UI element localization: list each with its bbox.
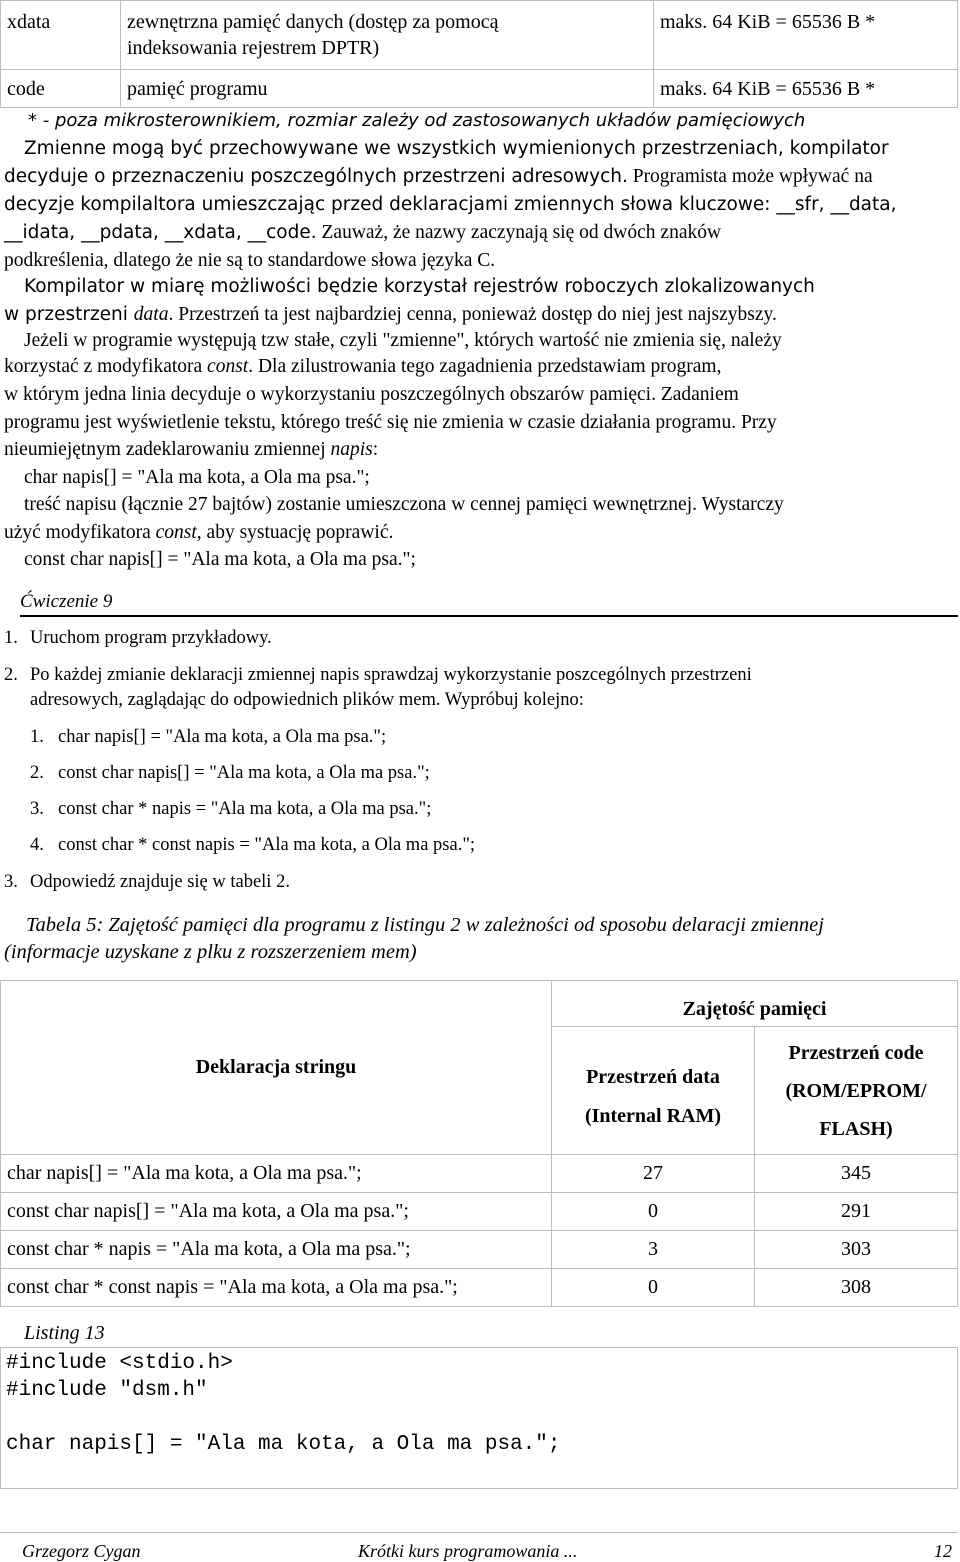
header-data-line: (Internal RAM): [584, 1104, 722, 1127]
table-header-row: [1, 981, 958, 1027]
emphasis: data: [133, 304, 169, 325]
substep: const char * const napis = "Ala ma kota, a Ola ma psa.";: [58, 835, 476, 855]
text-run: __idata, __pdata, __xdata, __code.: [4, 222, 317, 243]
substep-number: 3.: [30, 799, 44, 819]
code-line: char napis[] = "Ala ma kota, a Ola ma psa.";: [6, 1433, 561, 1456]
header-memory-usage: Zajętość pamięci: [682, 998, 827, 1020]
paragraph-line: [4, 222, 721, 244]
text-run: :: [372, 439, 379, 460]
declaration-cell: const char napis[] = "Ala ma kota, a Ola ma psa.";: [1, 1193, 552, 1231]
paragraph-line: Zmienne mogą być przechowywane we wszystkich wymienionych przestrzeniach, kompilator: [24, 138, 889, 159]
text-run: użyć modyfikatora: [4, 522, 156, 543]
column-header: [552, 1027, 755, 1155]
column-header: [1, 981, 552, 1155]
table-cell: [121, 1, 654, 70]
paragraph-line: w którym jedna linia decyduje o wykorzystaniu poszczególnych obszarów pamięci. Zadaniem: [4, 384, 739, 405]
code-example: const char napis[] = "Ala ma kota, a Ola ma psa.";: [24, 549, 416, 570]
table-cell: [654, 70, 958, 108]
header-code-line: FLASH): [819, 1117, 893, 1140]
memory-size: maks. 64 KiB = 65536 B *: [660, 78, 876, 100]
table-row: [1, 70, 958, 108]
memory-name: xdata: [7, 11, 51, 33]
footnote: * - poza mikrosterownikiem, rozmiar zależy od zastosowanych układów pamięciowych: [28, 110, 806, 131]
exercise-heading: [20, 591, 958, 617]
table-row: [1, 1, 958, 70]
table-cell: [1, 70, 121, 108]
code-line: #include "dsm.h": [6, 1379, 208, 1402]
declaration-cell: const char * napis = "Ala ma kota, a Ola ma psa.";: [1, 1231, 552, 1269]
memory-desc: indeksowania rejestrem DPTR): [127, 37, 380, 59]
exercise-step-number: 1.: [4, 628, 18, 648]
page-footer: [0, 1532, 958, 1561]
code-line: #include <stdio.h>: [6, 1352, 233, 1375]
footer-book-title: Krótki kurs programowania ...: [358, 1541, 578, 1561]
table-row: [1, 1231, 958, 1269]
code-cell: 303: [755, 1231, 958, 1269]
emphasis: const: [207, 356, 249, 377]
paragraph-line: Jeżeli w programie występują tzw stałe, czyli "zmienne", których wartość nie zmienia się, należy: [24, 330, 782, 351]
memory-desc: pamięć programu: [127, 78, 268, 100]
data-cell: 0: [552, 1269, 755, 1307]
substep-number: 4.: [30, 835, 44, 855]
substep: const char * napis = "Ala ma kota, a Ola ma psa.";: [58, 799, 432, 819]
exercise-step: adresowych, zaglądając do odpowiednich plików mem. Wypróbuj kolejno:: [30, 690, 584, 710]
table-caption: (informacje uzyskane z plku z rozszerzeniem mem): [4, 941, 417, 963]
exercise-step: Uruchom program przykładowy.: [30, 628, 272, 648]
table-cell: [121, 70, 654, 108]
code-cell: 291: [755, 1193, 958, 1231]
text-run: , aby systuację poprawić.: [196, 522, 394, 543]
emphasis: const: [155, 522, 197, 543]
paragraph-line: [4, 356, 721, 378]
text-run: Programista może wpływać na: [627, 166, 873, 187]
exercise-step: Po każdej zmianie deklaracji zmiennej napis sprawdzaj wykorzystanie poszcególnych przestrzeni: [30, 665, 752, 685]
table-row: [1, 1155, 958, 1193]
listing-title: Listing 13: [24, 1322, 105, 1344]
substep-number: 1.: [30, 727, 44, 747]
paragraph-line: [4, 439, 378, 461]
paragraph-line: [4, 166, 873, 188]
column-header: [755, 1027, 958, 1155]
memory-desc: zewnętrzna pamięć danych (dostęp za pomocą: [127, 11, 499, 33]
substep: char napis[] = "Ala ma kota, a Ola ma psa.";: [58, 727, 387, 747]
header-code-line: Przestrzeń code: [788, 1041, 924, 1064]
table-row: [1, 1269, 958, 1307]
text-run: . Dla zilustrowania tego zagadnienia przedstawiam program,: [248, 356, 722, 377]
table-cell: [654, 1, 958, 70]
column-group-header: [552, 981, 958, 1027]
exercise-step-number: 3.: [4, 872, 18, 892]
code-listing: [0, 1347, 958, 1489]
text-run: Zauważ, że nazwy zaczynają się od dwóch znaków: [316, 222, 722, 243]
text-run: . Przestrzeń ta jest najbardziej cenna, ponieważ dostęp do niej jest najszybszy.: [168, 304, 777, 325]
code-example: char napis[] = "Ala ma kota, a Ola ma psa.";: [24, 467, 370, 488]
code-cell: 345: [755, 1155, 958, 1193]
paragraph-line: decyzje kompilaltora umieszczając przed deklaracjami zmiennych słowa kluczowe: __sfr, __data,: [4, 194, 897, 215]
memory-name: code: [7, 78, 45, 100]
paragraph-line: treść napisu (łącznie 27 bajtów) zostanie umieszczona w cennej pamięci wewnętrznej. Wystarczy: [24, 494, 784, 515]
paragraph-line: [4, 304, 777, 326]
table-caption: Tabela 5: Zajętość pamięci dla programu z listingu 2 w zależności od sposobu delaracji zmiennej: [26, 914, 824, 936]
text-run: nieumiejętnym zadeklarowaniu zmiennej: [4, 439, 331, 460]
table-row: [1, 1193, 958, 1231]
header-code-line: (ROM/EPROM/: [785, 1079, 927, 1102]
substep-number: 2.: [30, 763, 44, 783]
text-run: decyduje o przeznaczeniu poszczególnych przestrzeni adresowych.: [4, 166, 628, 187]
data-cell: 0: [552, 1193, 755, 1231]
page-number: 12: [934, 1541, 952, 1561]
emphasis: napis: [330, 439, 373, 460]
memory-spaces-table: [0, 0, 958, 108]
text-run: w przestrzeni: [4, 304, 134, 325]
exercise-step-number: 2.: [4, 665, 18, 685]
declaration-cell: char napis[] = "Ala ma kota, a Ola ma psa.";: [1, 1155, 552, 1193]
data-cell: 27: [552, 1155, 755, 1193]
memory-size: maks. 64 KiB = 65536 B *: [660, 11, 876, 33]
footer-author: Grzegorz Cygan: [22, 1541, 141, 1561]
header-data-line: Przestrzeń data: [586, 1065, 720, 1088]
declaration-cell: const char * const napis = "Ala ma kota, a Ola ma psa.";: [1, 1269, 552, 1307]
code-cell: 308: [755, 1269, 958, 1307]
table-cell: [1, 1, 121, 70]
substep: const char napis[] = "Ala ma kota, a Ola ma psa.";: [58, 763, 430, 783]
paragraph-line: podkreślenia, dlatego że nie są to standardowe słowa języka C.: [4, 250, 496, 271]
paragraph-line: programu jest wyświetlenie tekstu, którego treść się nie zmienia w czasie działania programu. Przy: [4, 412, 777, 433]
text-run: korzystać z modyfikatora: [4, 356, 208, 377]
memory-usage-table: [0, 980, 958, 1307]
data-cell: 3: [552, 1231, 755, 1269]
exercise-title: Ćwiczenie 9: [20, 591, 113, 612]
exercise-step: Odpowiedź znajduje się w tabeli 2.: [30, 872, 290, 892]
paragraph-line: Kompilator w miarę możliwości będzie korzystał rejestrów roboczych zlokalizowanych: [24, 276, 815, 297]
header-declaration: Deklaracja stringu: [195, 1056, 357, 1078]
paragraph-line: [4, 522, 393, 544]
